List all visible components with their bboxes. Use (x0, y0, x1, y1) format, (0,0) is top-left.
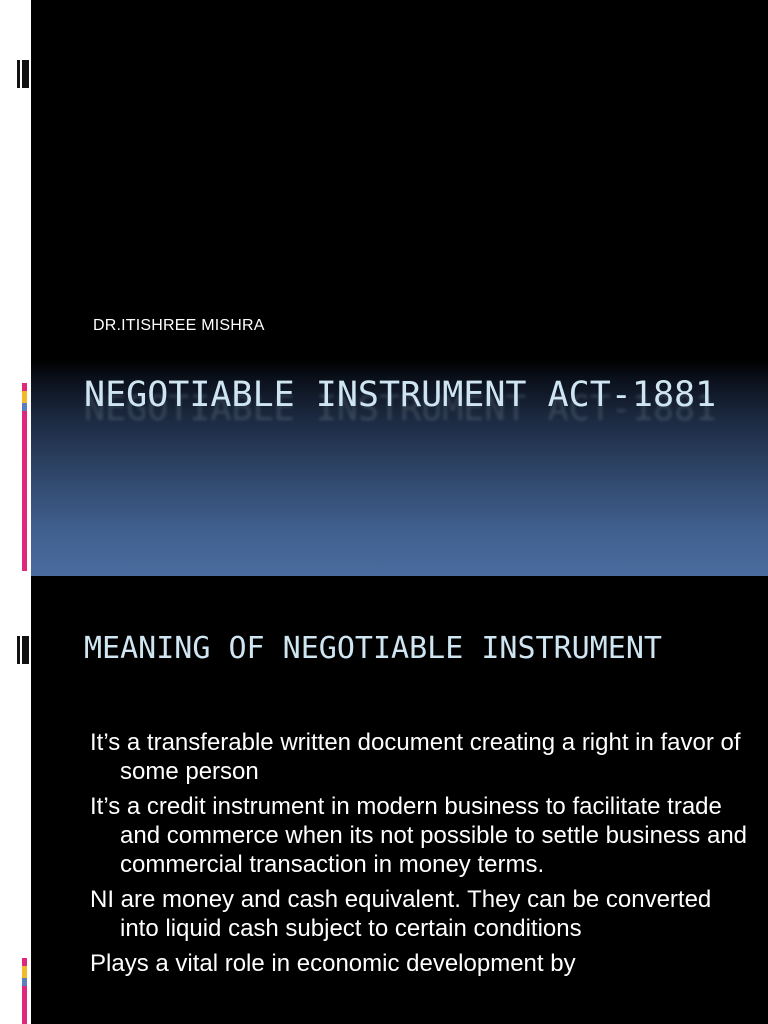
bullet-list (90, 728, 750, 984)
slide-title: NEGOTIABLE INSTRUMENT ACT-1881 (84, 375, 717, 415)
title-slide (31, 0, 768, 576)
bullet-item: It’s a credit instrument in modern business to facilitate trade and commerce when its not possible to settle business and commercial transaction in money terms. (90, 793, 748, 878)
author-name: DR.ITISHREE MISHRA (93, 317, 265, 334)
content-slide (31, 576, 768, 1024)
accent-strip (22, 958, 27, 1024)
slide-heading: MEANING OF NEGOTIABLE INSTRUMENT (84, 631, 662, 666)
slide-marker-icon (17, 60, 29, 88)
slide-marker-icon (17, 636, 29, 664)
accent-strip (22, 383, 27, 571)
bullet-item: Plays a vital role in economic development by (90, 950, 576, 977)
bullet-item: It’s a transferable written document creating a right in favor of some person (90, 729, 741, 785)
left-gutter (0, 0, 31, 1024)
bullet-item: NI are money and cash equivalent. They can be converted into liquid cash subject to certain conditions (90, 886, 712, 942)
